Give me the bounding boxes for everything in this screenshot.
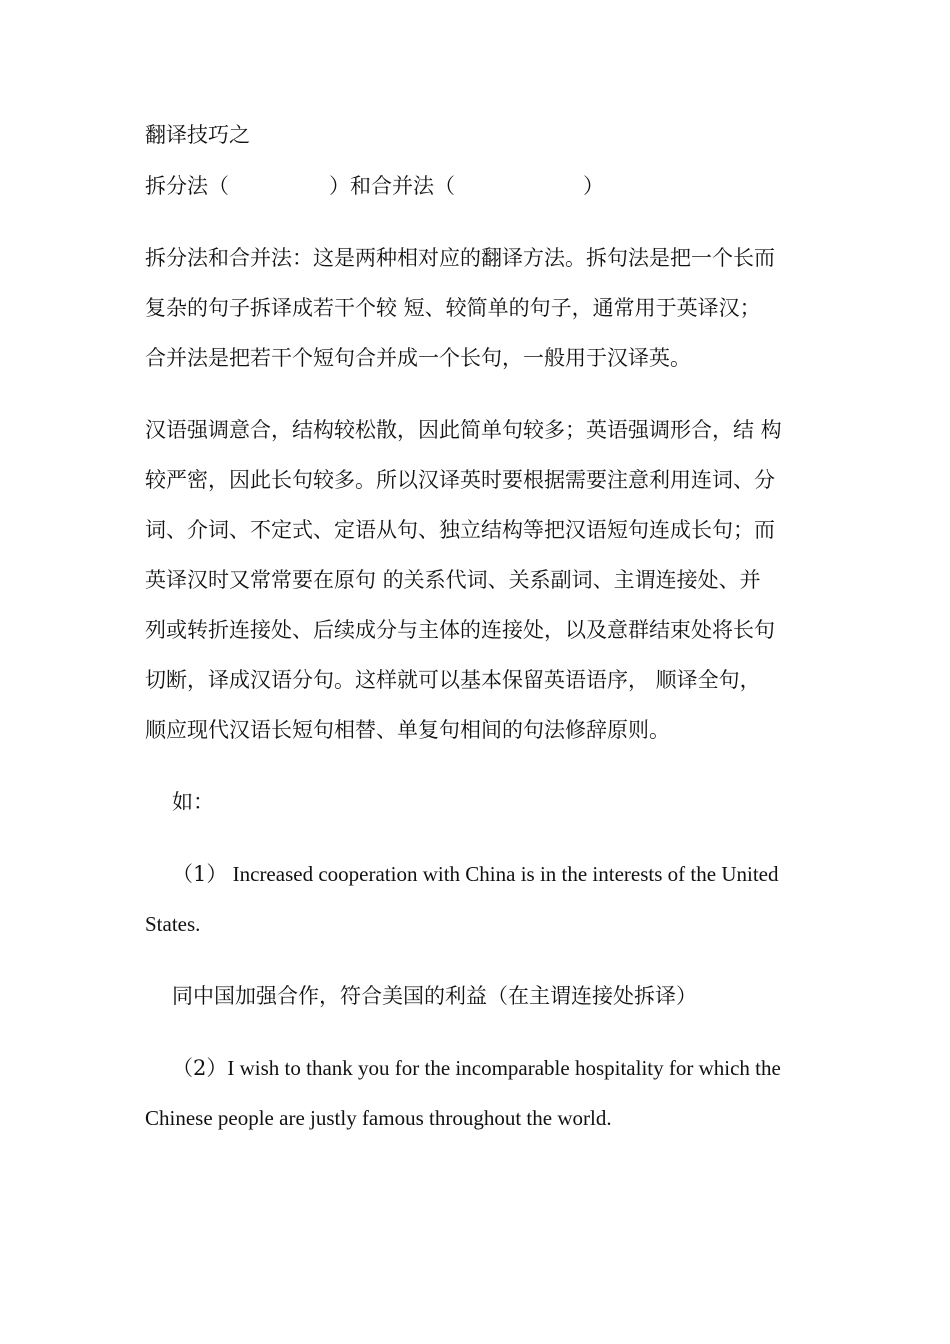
paragraph-line: 英译汉时又常常要在原句 的关系代词、关系副词、主谓连接处、并 <box>145 568 761 592</box>
title-line-1 <box>145 122 815 148</box>
paragraph-line: 较严密，因此长句较多。所以汉译英时要根据需要注意利用连词、分 <box>145 468 775 492</box>
example-2-english-line-2: Chinese people are justly famous throughout the world. <box>145 1106 612 1130</box>
paragraph-line: 拆分法和合并法：这是两种相对应的翻译方法。拆句法是把一个长而 <box>145 246 775 270</box>
paragraph-line: 汉语强调意合，结构较松散，因此简单句较多；英语强调形合，结 构 <box>145 418 782 442</box>
title-text: 翻译技巧之 <box>145 123 250 147</box>
example-1-english-line-1 <box>172 861 815 887</box>
example-1-number: （1） <box>172 862 228 886</box>
paragraph-line: 词、介词、不定式、定语从句、独立结构等把汉语短句连成长句；而 <box>145 518 775 542</box>
example-2-english-text: I wish to thank you for the incomparable hospitality for which the <box>227 1056 781 1080</box>
example-2-english-line-1 <box>172 1055 815 1081</box>
title-merge-method: ）和合并法（ <box>329 174 455 198</box>
example-1-chinese-translation: 同中国加强合作，符合美国的利益（在主谓连接处拆译） <box>172 984 697 1008</box>
title-split-method: 拆分法（ <box>145 174 229 198</box>
example-2-number: （2） <box>172 1056 228 1080</box>
paragraph-line: 列或转折连接处、后续成分与主体的连接处，以及意群结束处将长句 <box>145 618 775 642</box>
title-close-paren: ） <box>583 174 604 198</box>
paragraph-line: 复杂的句子拆译成若干个较 短、较简单的句子，通常用于英译汉； <box>145 296 761 320</box>
example-intro: 如： <box>172 790 214 814</box>
example-1-english-text: Increased cooperation with China is in the interests of the United <box>227 862 779 886</box>
paragraph-line: 切断，译成汉语分句。这样就可以基本保留英语语序， 顺译全句， <box>145 668 761 692</box>
paragraph-line: 顺应现代汉语长短句相替、单复句相间的句法修辞原则。 <box>145 718 670 742</box>
example-1-english-line-2: States. <box>145 912 201 936</box>
title-line-2 <box>145 173 815 199</box>
paragraph-line: 合并法是把若干个短句合并成一个长句，一般用于汉译英。 <box>145 346 691 370</box>
